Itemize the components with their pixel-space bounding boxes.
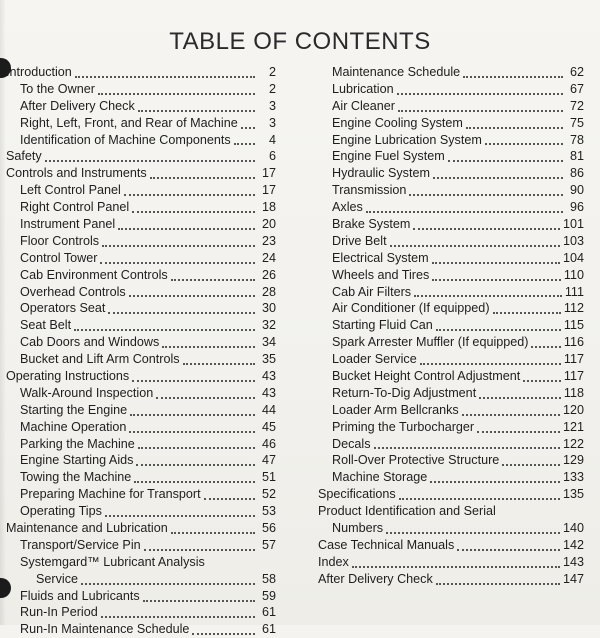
toc-entry-page: 45 (261, 419, 276, 434)
toc-entry-page: 96 (569, 200, 584, 215)
toc-entry-page: 52 (261, 487, 276, 502)
toc-entry (318, 351, 584, 368)
toc-entry (6, 452, 276, 469)
toc-entry-title: Brake System (332, 217, 411, 231)
dot-leader (150, 177, 255, 179)
toc-entry-title: Safety (6, 149, 42, 164)
toc-entry (318, 284, 584, 301)
dot-leader (132, 380, 255, 382)
toc-entry-title: Electrical System (332, 250, 429, 265)
dot-leader (124, 194, 255, 196)
toc-entry (318, 452, 584, 469)
toc-entry (318, 317, 584, 334)
toc-entry-page: 133 (562, 470, 584, 485)
toc-entry (6, 621, 276, 638)
toc-entry (6, 368, 276, 385)
toc-entry-page: 44 (261, 402, 276, 417)
toc-entry-page: 62 (569, 64, 584, 79)
toc-entry-title: Case Technical Manuals (318, 537, 455, 552)
toc-left-column (6, 64, 276, 638)
toc-entry-page: 30 (261, 301, 276, 316)
dot-leader (100, 262, 255, 264)
toc-right-column (318, 64, 584, 588)
toc-entry (318, 419, 584, 436)
dot-leader (241, 127, 255, 129)
toc-entry-title: Starting the Engine (20, 402, 128, 417)
toc-entry-page: 35 (261, 352, 276, 367)
toc-entry-page: 6 (268, 149, 276, 164)
toc-entry (6, 605, 276, 622)
dot-leader (118, 228, 255, 230)
toc-entry-page: 117 (563, 352, 584, 367)
toc-entry-title: Operating Tips (20, 504, 102, 519)
dot-leader (448, 160, 563, 162)
toc-entry-title: Parking the Machine (20, 436, 135, 451)
dot-leader (192, 633, 255, 635)
toc-entry (6, 334, 276, 351)
dot-leader (413, 228, 560, 230)
page-title: TABLE OF CONTENTS (169, 28, 431, 56)
toc-entry-page: 111 (564, 284, 584, 299)
dot-leader (132, 211, 255, 213)
toc-entry (6, 148, 276, 165)
toc-entry (6, 385, 276, 402)
dot-leader (98, 93, 255, 95)
toc-entry-title: Operating Instructions (6, 369, 130, 384)
toc-entry (318, 402, 584, 419)
toc-entry-title: Engine Starting Aids (20, 453, 134, 468)
dot-leader (477, 431, 560, 433)
dot-leader (479, 397, 561, 399)
toc-entry-title: Engine Fuel System (332, 149, 445, 164)
dot-leader (138, 447, 255, 449)
toc-entry-page: 34 (261, 335, 276, 350)
dot-leader (399, 498, 560, 500)
toc-entry-title: Machine Storage (332, 470, 428, 485)
toc-entry-page: 121 (562, 419, 584, 434)
toc-entry-page: 61 (261, 622, 276, 637)
toc-entry-title: Control Tower (20, 250, 98, 265)
toc-entry-title: Controls and Instruments (6, 166, 147, 181)
toc-entry (318, 571, 584, 588)
dot-leader (432, 262, 560, 264)
toc-entry (318, 233, 584, 250)
toc-entry (318, 436, 584, 453)
toc-entry (318, 81, 584, 98)
toc-entry (318, 503, 584, 520)
toc-entry-title: Cab Environment Controls (20, 267, 168, 282)
dot-leader (397, 93, 563, 95)
toc-entry-title: Towing the Machine (20, 470, 132, 485)
toc-entry-title: Introduction (6, 64, 72, 79)
toc-entry (6, 300, 276, 317)
toc-entry-title: Cab Doors and Windows (20, 335, 160, 350)
toc-entry-title: Hydraulic System (332, 166, 430, 181)
toc-entry (6, 520, 276, 537)
toc-entry-title: After Delivery Check (318, 571, 433, 586)
dot-leader (134, 481, 255, 483)
toc-entry-page: 112 (563, 301, 584, 316)
toc-entry (6, 554, 276, 571)
toc-entry-title: Maintenance and Lubrication (6, 521, 168, 536)
dot-leader (129, 295, 255, 297)
toc-entry (6, 64, 276, 81)
toc-entry-title: Walk-Around Inspection (20, 385, 154, 400)
toc-entry-page: 122 (562, 436, 584, 451)
dot-leader (74, 329, 255, 331)
toc-entry-page: 86 (569, 166, 584, 181)
toc-entry-title: Overhead Controls (20, 284, 126, 299)
dot-leader (390, 245, 560, 247)
toc-entry (6, 216, 276, 233)
dot-leader (130, 414, 255, 416)
dot-leader (81, 583, 255, 585)
toc-entry-page: 101 (562, 217, 584, 231)
toc-entry-page: 104 (562, 250, 584, 265)
toc-entry (6, 317, 276, 334)
toc-entry-title: Operators Seat (20, 301, 106, 316)
toc-entry-page: 56 (261, 521, 276, 536)
toc-entry-page: 43 (261, 369, 276, 384)
toc-entry (6, 351, 276, 368)
toc-entry-title: Service (36, 571, 78, 586)
dot-leader (398, 110, 563, 112)
dot-leader (105, 515, 255, 517)
toc-entry (6, 469, 276, 486)
toc-entry (6, 115, 276, 132)
toc-entry-title: Maintenance Schedule (332, 64, 461, 79)
toc-entry-title: Transport/Service Pin (20, 537, 141, 552)
toc-entry (6, 537, 276, 554)
toc-entry-title: Engine Cooling System (332, 115, 463, 130)
toc-entry-title: Lubrication (332, 81, 394, 96)
toc-entry-page: 110 (563, 267, 584, 282)
toc-entry (318, 334, 584, 351)
dot-leader (102, 245, 255, 247)
dot-leader (204, 498, 255, 500)
toc-entry-page: 117 (563, 369, 584, 384)
toc-entry-title: Roll-Over Protective Structure (332, 453, 500, 468)
dot-leader (101, 616, 255, 618)
toc-entry (318, 368, 584, 385)
toc-entry-page: 28 (261, 284, 276, 299)
dot-leader (183, 363, 255, 365)
toc-entry-page: 116 (563, 335, 584, 350)
toc-entry-page: 18 (261, 200, 276, 215)
toc-entry-title: Engine Lubrication System (332, 132, 482, 147)
dot-leader (156, 397, 255, 399)
dot-leader (75, 76, 255, 78)
dot-leader (144, 549, 255, 551)
toc-entry-page: 78 (569, 132, 584, 147)
toc-entry (318, 165, 584, 182)
toc-entry-page: 4 (268, 132, 276, 147)
toc-entry-page: 142 (562, 537, 584, 552)
toc-entry (6, 81, 276, 98)
toc-entry (6, 571, 276, 588)
dot-leader (409, 194, 563, 196)
toc-entry-page: 2 (268, 81, 276, 96)
toc-entry-page: 3 (268, 115, 276, 130)
toc-entry-title: Spark Arrester Muffler (If equipped) (332, 335, 529, 350)
toc-entry-title: Priming the Turbocharger (332, 419, 475, 434)
toc-entry (6, 402, 276, 419)
toc-entry (318, 520, 584, 537)
toc-entry (318, 554, 584, 571)
toc-entry-title: Run-In Maintenance Schedule (20, 622, 190, 637)
toc-entry-page: 120 (562, 402, 584, 417)
toc-entry-title: Systemgard™ Lubricant Analysis (20, 554, 205, 569)
toc-entry-title: Drive Belt (332, 233, 387, 248)
dot-leader (162, 346, 255, 348)
toc-entry-page: 17 (261, 166, 276, 181)
toc-entry-page: 51 (261, 470, 276, 485)
toc-entry-title: Decals (332, 436, 371, 451)
toc-entry (6, 250, 276, 267)
dot-leader (436, 329, 561, 331)
dot-leader (432, 279, 561, 281)
toc-entry (6, 132, 276, 149)
toc-entry-title: Instrument Panel (20, 217, 116, 231)
dot-leader (463, 76, 563, 78)
toc-entry-page: 118 (563, 385, 584, 400)
toc-entry-page: 58 (261, 571, 276, 586)
toc-entry (318, 486, 584, 503)
toc-entry-page: 61 (261, 605, 276, 620)
toc-entry-title: Loader Service (332, 352, 417, 367)
toc-entry-page: 57 (261, 537, 276, 552)
toc-entry-title: Bucket and Lift Arm Controls (20, 352, 180, 367)
toc-entry-page: 46 (261, 436, 276, 451)
toc-entry-title: Numbers (332, 521, 384, 536)
dot-leader (420, 363, 561, 365)
toc-entry (318, 250, 584, 267)
toc-entry (318, 115, 584, 132)
toc-entry-title: Transmission (332, 183, 407, 198)
toc-entry (6, 98, 276, 115)
toc-entry (318, 469, 584, 486)
dot-leader (436, 583, 560, 585)
dot-leader (234, 143, 255, 145)
toc-entry-title: Product Identification and Serial (318, 504, 496, 519)
toc-entry-page: 129 (562, 453, 584, 468)
toc-entry (318, 199, 584, 216)
toc-entry-title: Wheels and Tires (332, 267, 430, 282)
dot-leader (108, 312, 255, 314)
toc-entry-title: Axles (332, 200, 363, 215)
toc-entry (318, 148, 584, 165)
toc-entry-title: Run-In Period (20, 605, 98, 620)
toc-entry-title: Right, Left, Front, and Rear of Machine (20, 115, 238, 130)
toc-entry (318, 300, 584, 317)
toc-entry (6, 436, 276, 453)
dot-leader (136, 464, 255, 466)
toc-entry-page: 23 (261, 233, 276, 248)
dot-leader (433, 177, 563, 179)
dot-leader (366, 211, 563, 213)
toc-entry-page: 53 (261, 504, 276, 519)
dot-leader (414, 295, 562, 297)
toc-entry-title: Preparing Machine for Transport (20, 487, 201, 502)
toc-entry-page: 75 (569, 115, 584, 130)
toc-entry-title: Cab Air Filters (332, 284, 412, 299)
dot-leader (45, 160, 255, 162)
dot-leader (531, 346, 560, 348)
toc-entry (318, 98, 584, 115)
toc-entry (318, 132, 584, 149)
dot-leader (171, 532, 255, 534)
dot-leader (143, 600, 255, 602)
toc-entry-page: 20 (261, 217, 276, 231)
toc-entry-title: Fluids and Lubricants (20, 588, 140, 603)
toc-entry (6, 199, 276, 216)
toc-entry (6, 588, 276, 605)
toc-entry-title: Index (318, 554, 349, 569)
toc-entry (6, 267, 276, 284)
dot-leader (466, 127, 563, 129)
toc-entry-page: 103 (562, 233, 584, 248)
toc-entry-page: 135 (562, 487, 584, 502)
dot-leader (430, 481, 560, 483)
dot-leader (457, 549, 560, 551)
toc-entry-page: 81 (569, 149, 584, 164)
toc-entry (6, 233, 276, 250)
dot-leader (138, 110, 255, 112)
toc-entry-title: Right Control Panel (20, 200, 130, 215)
toc-entry-title: Loader Arm Bellcranks (332, 402, 459, 417)
toc-entry (318, 216, 584, 233)
toc-entry-page: 72 (569, 98, 584, 113)
toc-entry-page: 24 (261, 250, 276, 265)
toc-entry-title: To the Owner (20, 81, 95, 96)
toc-entry-title: Machine Operation (20, 419, 127, 434)
toc-entry (6, 165, 276, 182)
toc-entry (6, 419, 276, 436)
dot-leader (485, 143, 563, 145)
toc-entry (318, 267, 584, 284)
toc-entry (318, 182, 584, 199)
toc-entry (6, 486, 276, 503)
toc-entry-page: 59 (261, 588, 276, 603)
toc-entry-page: 140 (562, 521, 584, 536)
dot-leader (462, 414, 560, 416)
dot-leader (386, 532, 560, 534)
toc-entry-title: Bucket Height Control Adjustment (332, 369, 521, 384)
toc-entry-page: 47 (261, 453, 276, 468)
toc-entry-title: Floor Controls (20, 233, 100, 248)
toc-entry (318, 537, 584, 554)
toc-entry-title: Specifications (318, 487, 396, 502)
toc-entry (318, 64, 584, 81)
toc-entry (6, 182, 276, 199)
toc-entry (6, 503, 276, 520)
toc-entry-page: 17 (261, 183, 276, 198)
toc-entry (318, 385, 584, 402)
toc-entry-page: 26 (261, 267, 276, 282)
toc-entry-title: After Delivery Check (20, 98, 135, 113)
dot-leader (352, 566, 560, 568)
toc-entry-page: 115 (563, 318, 584, 333)
toc-entry-page: 67 (569, 81, 584, 96)
toc-entry-title: Starting Fluid Can (332, 318, 433, 333)
toc-entry (6, 284, 276, 301)
toc-entry-page: 32 (261, 318, 276, 333)
dot-leader (171, 279, 255, 281)
dot-leader (502, 464, 560, 466)
toc-entry-title: Seat Belt (20, 318, 72, 333)
dot-leader (129, 431, 255, 433)
dot-leader (493, 312, 561, 314)
toc-entry-title: Air Conditioner (If equipped) (332, 301, 490, 316)
toc-entry-page: 90 (569, 183, 584, 198)
toc-entry-page: 143 (562, 554, 584, 569)
toc-entry-page: 147 (562, 571, 584, 586)
toc-entry-title: Identification of Machine Components (20, 132, 231, 147)
toc-entry-title: Left Control Panel (20, 183, 121, 198)
toc-entry-title: Return-To-Dig Adjustment (332, 385, 477, 400)
toc-entry-page: 43 (261, 385, 276, 400)
toc-entry-title: Air Cleaner (332, 98, 395, 113)
dot-leader (523, 380, 561, 382)
toc-entry-page: 3 (268, 98, 276, 113)
toc-entry-page: 2 (268, 64, 276, 79)
dot-leader (374, 447, 560, 449)
